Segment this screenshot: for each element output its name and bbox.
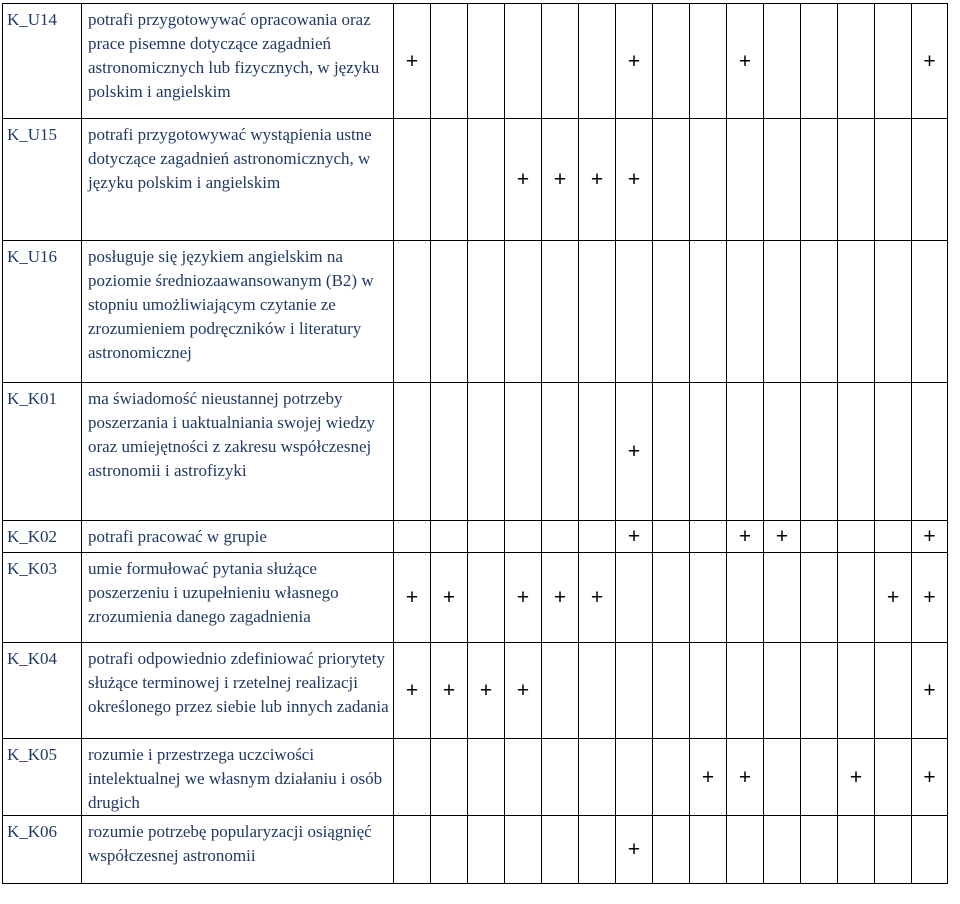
mark-cell-empty <box>542 643 579 739</box>
mark-plus: + <box>912 521 948 553</box>
mark-cell-empty <box>838 383 875 521</box>
mark-cell-empty <box>653 383 690 521</box>
mark-cell-empty <box>616 553 653 643</box>
mark-cell-empty <box>431 739 468 816</box>
mark-plus: + <box>727 521 764 553</box>
mark-cell-empty <box>468 119 505 241</box>
mark-cell-empty <box>875 4 912 119</box>
mark-cell-empty <box>727 816 764 884</box>
mark-cell-empty <box>875 816 912 884</box>
mark-cell-empty <box>616 739 653 816</box>
mark-cell-empty <box>801 643 838 739</box>
mark-cell-empty <box>653 119 690 241</box>
mark-cell-empty <box>764 241 801 383</box>
mark-cell-empty <box>764 643 801 739</box>
mark-cell-empty <box>431 383 468 521</box>
outcome-description-cell: potrafi przygotowywać wystąpienia ustne dotyczące zagadnień astronomicznych, w języku polskim i angielskim <box>82 119 394 241</box>
mark-cell-empty <box>838 643 875 739</box>
mark-cell-empty <box>838 553 875 643</box>
mark-cell-empty <box>801 241 838 383</box>
mark-cell-empty <box>764 553 801 643</box>
mark-cell-empty <box>875 119 912 241</box>
mark-cell-empty <box>542 739 579 816</box>
mark-cell-empty <box>875 383 912 521</box>
mark-cell-empty <box>690 4 727 119</box>
outcome-description-cell: potrafi odpowiednio zdefiniować priorytety służące terminowej i rzetelnej realizacji określonego przez siebie lub innych zadania <box>82 643 394 739</box>
mark-cell-empty <box>505 739 542 816</box>
mark-cell-empty <box>468 241 505 383</box>
mark-cell-empty <box>579 241 616 383</box>
mark-cell-empty <box>801 119 838 241</box>
mark-cell-empty <box>468 739 505 816</box>
mark-cell-empty <box>468 521 505 553</box>
mark-plus: + <box>690 739 727 816</box>
mark-cell-empty <box>616 643 653 739</box>
mark-cell-empty <box>505 383 542 521</box>
mark-cell-empty <box>912 816 948 884</box>
mark-plus: + <box>912 739 948 816</box>
mark-plus: + <box>727 4 764 119</box>
learning-outcomes-table <box>2 3 948 884</box>
mark-plus: + <box>505 119 542 241</box>
mark-cell-empty <box>875 241 912 383</box>
mark-cell-empty <box>764 383 801 521</box>
mark-cell-empty <box>727 553 764 643</box>
mark-cell-empty <box>912 119 948 241</box>
mark-cell-empty <box>727 383 764 521</box>
mark-cell-empty <box>431 816 468 884</box>
mark-cell-empty <box>394 383 431 521</box>
mark-cell-empty <box>468 553 505 643</box>
mark-cell-empty <box>875 643 912 739</box>
table-row <box>3 643 948 739</box>
mark-cell-empty <box>394 521 431 553</box>
mark-cell-empty <box>838 816 875 884</box>
mark-cell-empty <box>801 739 838 816</box>
outcome-code-cell: K_K01 <box>3 383 82 521</box>
mark-plus: + <box>616 383 653 521</box>
mark-cell-empty <box>764 816 801 884</box>
mark-cell-empty <box>431 241 468 383</box>
outcome-description-cell: posługuje się językiem angielskim na poziomie średniozaawansowanym (B2) w stopniu umożliwiającym czytanie ze zrozumieniem podręczników i literatury astronomicznej <box>82 241 394 383</box>
mark-plus: + <box>727 739 764 816</box>
mark-cell-empty <box>505 816 542 884</box>
mark-cell-empty <box>542 816 579 884</box>
mark-plus: + <box>505 643 542 739</box>
mark-cell-empty <box>690 521 727 553</box>
mark-plus: + <box>912 4 948 119</box>
mark-cell-empty <box>838 119 875 241</box>
mark-cell-empty <box>579 383 616 521</box>
mark-cell-empty <box>579 4 616 119</box>
mark-plus: + <box>394 4 431 119</box>
outcome-code-cell: K_U14 <box>3 4 82 119</box>
mark-cell-empty <box>653 521 690 553</box>
mark-cell-empty <box>801 4 838 119</box>
outcome-code-cell: K_K04 <box>3 643 82 739</box>
mark-plus: + <box>875 553 912 643</box>
mark-plus: + <box>394 643 431 739</box>
mark-cell-empty <box>579 739 616 816</box>
mark-plus: + <box>542 119 579 241</box>
table-row <box>3 521 948 553</box>
mark-cell-empty <box>875 521 912 553</box>
mark-plus: + <box>579 553 616 643</box>
mark-cell-empty <box>727 643 764 739</box>
mark-cell-empty <box>727 241 764 383</box>
mark-plus: + <box>505 553 542 643</box>
mark-cell-empty <box>579 521 616 553</box>
mark-cell-empty <box>394 816 431 884</box>
mark-cell-empty <box>690 553 727 643</box>
mark-cell-empty <box>912 383 948 521</box>
table-row <box>3 739 948 816</box>
outcome-description-cell: umie formułować pytania służące poszerzeniu i uzupełnieniu własnego zrozumienia danego zagadnienia <box>82 553 394 643</box>
mark-cell-empty <box>690 816 727 884</box>
mark-cell-empty <box>653 816 690 884</box>
outcome-description-cell: potrafi pracować w grupie <box>82 521 394 553</box>
mark-cell-empty <box>690 119 727 241</box>
mark-cell-empty <box>394 739 431 816</box>
mark-cell-empty <box>468 383 505 521</box>
mark-cell-empty <box>542 383 579 521</box>
mark-cell-empty <box>764 119 801 241</box>
mark-cell-empty <box>838 4 875 119</box>
mark-cell-empty <box>690 383 727 521</box>
mark-plus: + <box>616 816 653 884</box>
table-row <box>3 241 948 383</box>
mark-cell-empty <box>431 4 468 119</box>
mark-cell-empty <box>653 241 690 383</box>
mark-cell-empty <box>690 643 727 739</box>
mark-cell-empty <box>505 4 542 119</box>
table-row <box>3 383 948 521</box>
outcome-code-cell: K_K06 <box>3 816 82 884</box>
mark-cell-empty <box>431 521 468 553</box>
mark-cell-empty <box>690 241 727 383</box>
table-row <box>3 4 948 119</box>
mark-cell-empty <box>912 241 948 383</box>
mark-cell-empty <box>542 4 579 119</box>
mark-cell-empty <box>764 739 801 816</box>
outcome-description-cell: ma świadomość nieustannej potrzeby poszerzania i uaktualniania swojej wiedzy oraz umiejętności z zakresu współczesnej astronomii i astrofizyki <box>82 383 394 521</box>
mark-plus: + <box>431 643 468 739</box>
mark-plus: + <box>542 553 579 643</box>
mark-cell-empty <box>653 553 690 643</box>
mark-cell-empty <box>579 816 616 884</box>
mark-cell-empty <box>616 241 653 383</box>
mark-cell-empty <box>764 4 801 119</box>
outcome-code-cell: K_K02 <box>3 521 82 553</box>
table-row <box>3 816 948 884</box>
mark-plus: + <box>394 553 431 643</box>
mark-cell-empty <box>801 383 838 521</box>
mark-plus: + <box>616 4 653 119</box>
mark-plus: + <box>431 553 468 643</box>
mark-cell-empty <box>468 4 505 119</box>
mark-cell-empty <box>875 739 912 816</box>
mark-cell-empty <box>542 521 579 553</box>
mark-plus: + <box>764 521 801 553</box>
outcome-description-cell: potrafi przygotowywać opracowania oraz prace pisemne dotyczące zagadnień astronomicznych lub fizycznych, w języku polskim i angielskim <box>82 4 394 119</box>
mark-cell-empty <box>801 816 838 884</box>
mark-cell-empty <box>542 241 579 383</box>
table-row <box>3 553 948 643</box>
mark-plus: + <box>912 643 948 739</box>
mark-cell-empty <box>505 241 542 383</box>
outcome-code-cell: K_U15 <box>3 119 82 241</box>
mark-plus: + <box>616 521 653 553</box>
outcome-description-cell: rozumie i przestrzega uczciwości intelektualnej we własnym działaniu i osób drugich <box>82 739 394 816</box>
mark-plus: + <box>468 643 505 739</box>
mark-cell-empty <box>801 521 838 553</box>
mark-cell-empty <box>505 521 542 553</box>
table-row <box>3 119 948 241</box>
mark-plus: + <box>579 119 616 241</box>
mark-cell-empty <box>579 643 616 739</box>
mark-cell-empty <box>653 739 690 816</box>
outcome-code-cell: K_U16 <box>3 241 82 383</box>
mark-plus: + <box>912 553 948 643</box>
outcome-code-cell: K_K03 <box>3 553 82 643</box>
mark-cell-empty <box>653 643 690 739</box>
outcome-code-cell: K_K05 <box>3 739 82 816</box>
mark-cell-empty <box>394 119 431 241</box>
mark-cell-empty <box>727 119 764 241</box>
mark-cell-empty <box>838 521 875 553</box>
table-body <box>3 4 948 884</box>
mark-cell-empty <box>838 241 875 383</box>
outcome-description-cell: rozumie potrzebę popularyzacji osiągnięć współczesnej astronomii <box>82 816 394 884</box>
mark-cell-empty <box>468 816 505 884</box>
mark-cell-empty <box>801 553 838 643</box>
mark-plus: + <box>616 119 653 241</box>
mark-cell-empty <box>394 241 431 383</box>
mark-cell-empty <box>431 119 468 241</box>
mark-plus: + <box>838 739 875 816</box>
mark-cell-empty <box>653 4 690 119</box>
